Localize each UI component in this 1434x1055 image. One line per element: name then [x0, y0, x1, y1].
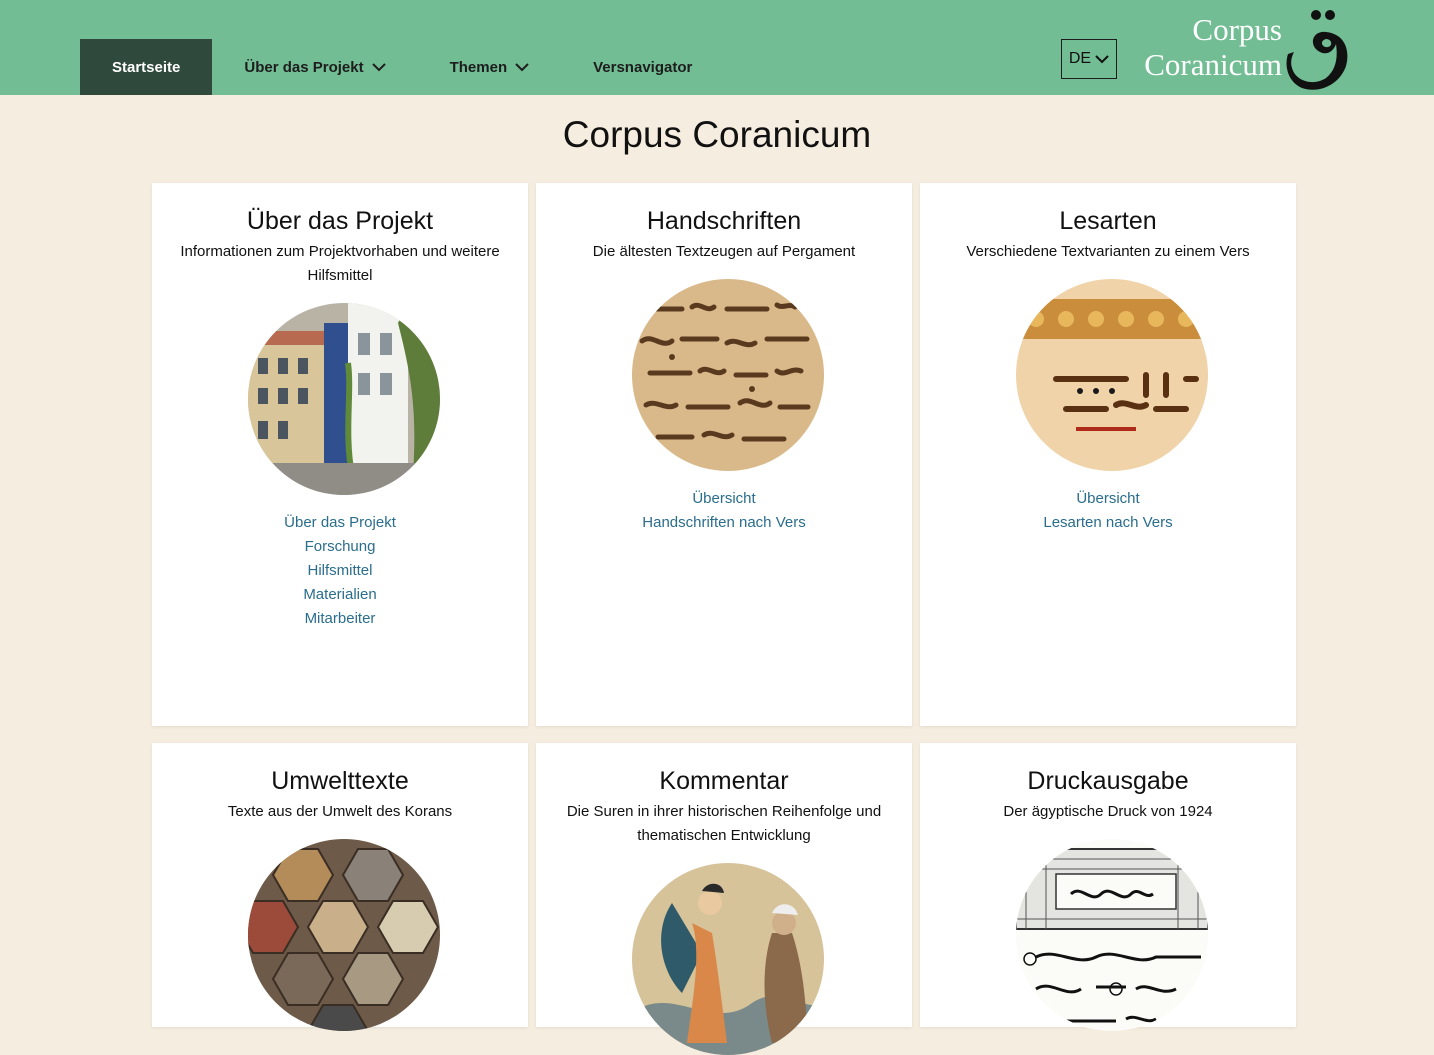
- nav-item-themen[interactable]: [418, 39, 562, 95]
- link-uebersicht[interactable]: Übersicht: [1076, 490, 1140, 507]
- parchment-manuscript-photo[interactable]: [632, 279, 824, 471]
- nav-item-versnavigator[interactable]: [561, 39, 724, 95]
- nav-item-label: Themen: [449, 58, 508, 76]
- language-value: DE: [1068, 50, 1092, 67]
- qaf-logo-icon: [1286, 8, 1352, 90]
- link-lesarten-nach-vers[interactable]: Lesarten nach Vers: [1043, 514, 1173, 531]
- link-hilfsmittel[interactable]: Hilfsmittel: [307, 562, 373, 579]
- card-umwelttexte: [152, 743, 528, 1027]
- hexagon-inscriptions-collage[interactable]: [248, 839, 440, 1031]
- card-subtitle: Die Suren in ihrer historischen Reihenfolge und thematischen Entwicklung: [566, 803, 882, 844]
- link-ueber-das-projekt[interactable]: Über das Projekt: [284, 514, 396, 531]
- logo-text-line2: Coranicum: [1144, 47, 1282, 82]
- language-select[interactable]: [1061, 39, 1117, 79]
- chevron-down-icon: [372, 63, 386, 72]
- logo-text-line1: Corpus: [1192, 12, 1282, 47]
- card-subtitle: Der ägyptische Druck von 1924: [1003, 803, 1213, 820]
- illuminated-manuscript-photo[interactable]: [1016, 279, 1208, 471]
- nav-item-label: Versnavigator: [593, 58, 693, 76]
- card-title: Über das Projekt: [246, 207, 434, 235]
- card-links: [920, 487, 1296, 535]
- card-druckausgabe: [920, 743, 1296, 1027]
- card-subtitle: Texte aus der Umwelt des Korans: [227, 803, 453, 820]
- link-uebersicht[interactable]: Übersicht: [692, 490, 756, 507]
- building-photo[interactable]: [248, 303, 440, 495]
- card-subtitle: Die ältesten Textzeugen auf Pergament: [592, 243, 856, 260]
- nav-item-startseite[interactable]: [80, 39, 212, 95]
- card-links: [536, 487, 912, 535]
- card-handschriften: [536, 183, 912, 726]
- card-title: Handschriften: [646, 207, 802, 235]
- card-lesarten: [920, 183, 1296, 726]
- main-nav: [80, 39, 724, 95]
- miniature-painting-photo[interactable]: [632, 863, 824, 1055]
- site-logo[interactable]: [1130, 6, 1360, 92]
- card-links: [152, 511, 528, 631]
- card-title: Druckausgabe: [1027, 767, 1189, 795]
- site-header: [0, 0, 1434, 95]
- card-title: Kommentar: [659, 767, 789, 795]
- chevron-down-icon: [1095, 55, 1109, 64]
- card-subtitle: Verschiedene Textvarianten zu einem Vers: [966, 243, 1250, 260]
- nav-item-label: Über das Projekt: [244, 58, 364, 76]
- printed-quran-page[interactable]: [1016, 839, 1208, 1031]
- card-title: Umwelttexte: [271, 767, 409, 795]
- nav-item-label: Startseite: [112, 58, 181, 76]
- link-forschung[interactable]: Forschung: [304, 538, 376, 555]
- link-mitarbeiter[interactable]: Mitarbeiter: [304, 610, 376, 627]
- card-kommentar: [536, 743, 912, 1027]
- card-title: Lesarten: [1059, 207, 1157, 235]
- chevron-down-icon: [515, 63, 529, 72]
- page-title: Corpus Coranicum: [562, 114, 872, 155]
- link-handschriften-nach-vers[interactable]: Handschriften nach Vers: [642, 514, 806, 531]
- card-ueber-das-projekt: [152, 183, 528, 726]
- nav-item-ueber-das-projekt[interactable]: [212, 39, 417, 95]
- link-materialien[interactable]: Materialien: [303, 586, 377, 603]
- card-subtitle: Informationen zum Projektvorhaben und weitere Hilfsmittel: [180, 243, 500, 284]
